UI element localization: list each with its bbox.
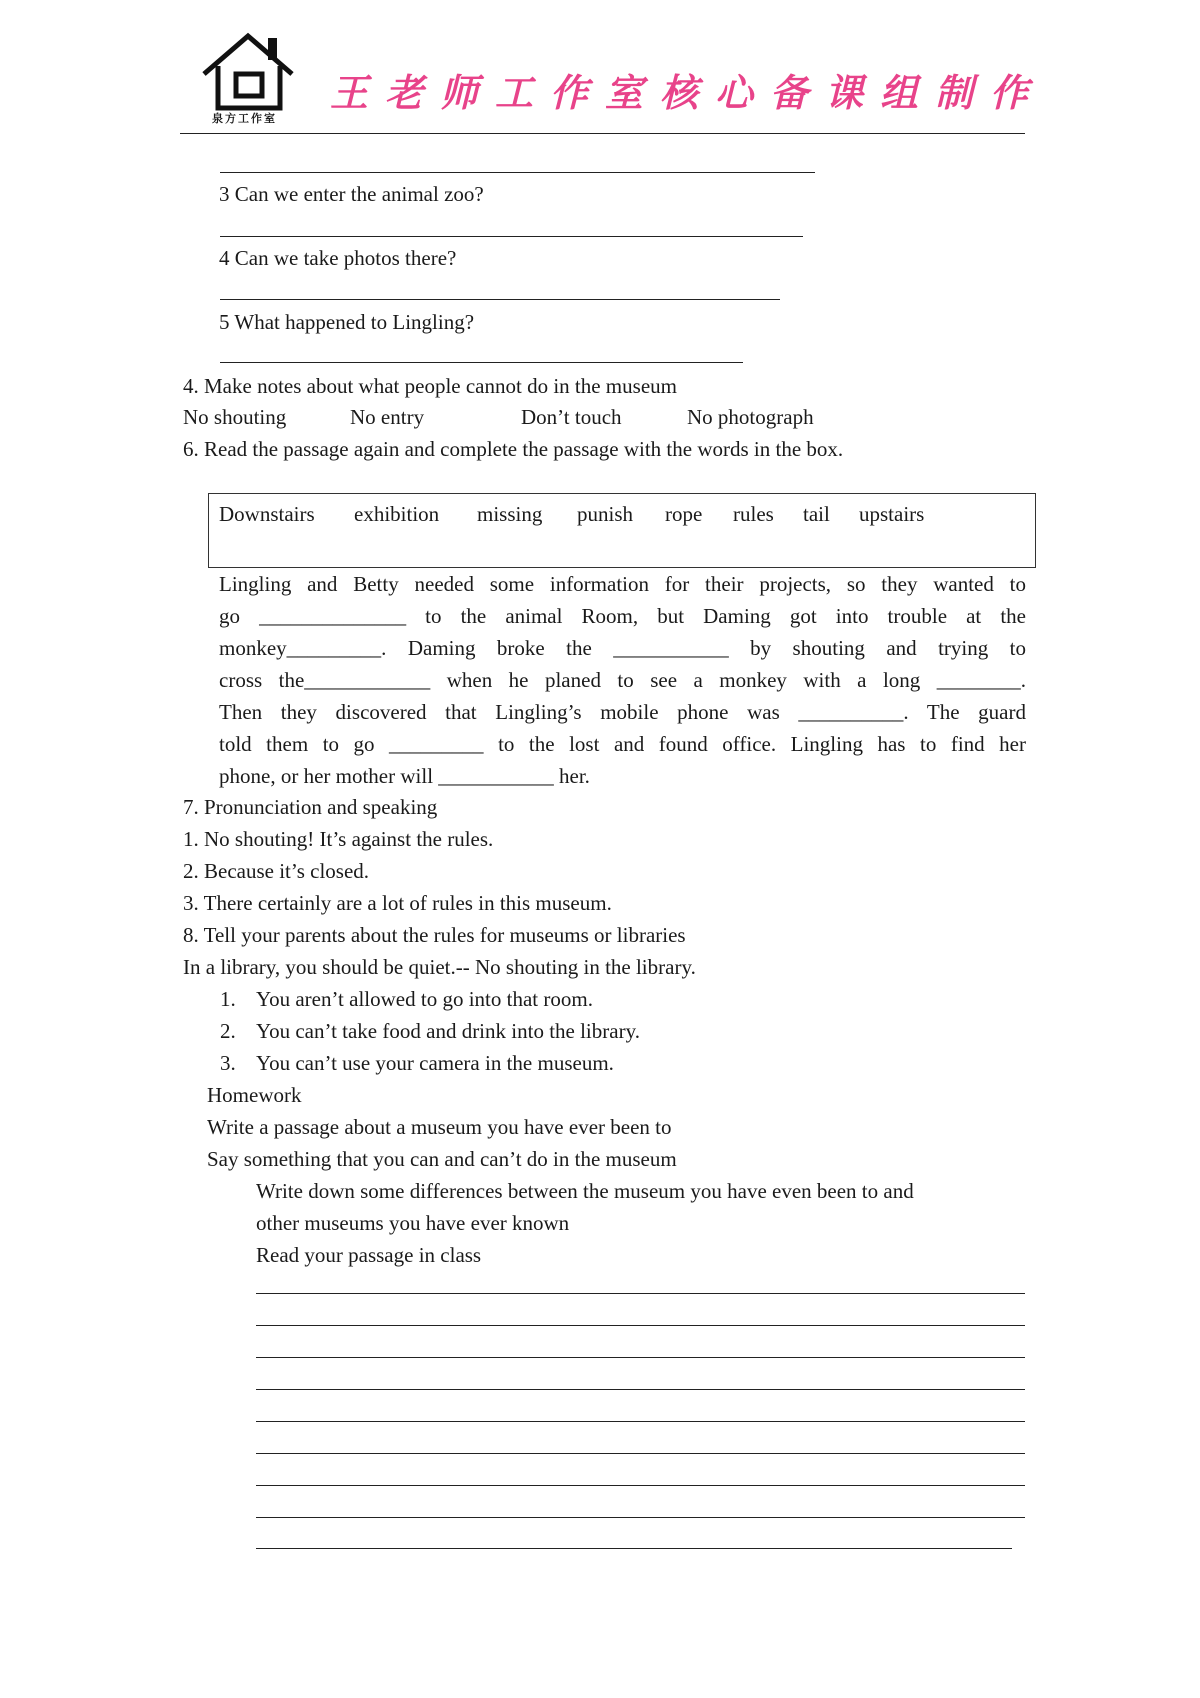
rule-item: You aren’t allowed to go into that room. — [256, 987, 593, 1011]
pronunciation-item: 3. There certainly are a lot of rules in this museum. — [183, 891, 612, 915]
box-word: tail — [803, 502, 830, 526]
writing-line[interactable] — [256, 1325, 1025, 1326]
rule-number: 2. — [220, 1019, 236, 1043]
homework-heading: Homework — [207, 1083, 302, 1107]
passage-line: Then they discovered that Lingling’s mobile phone was __________. The guard — [219, 700, 1026, 724]
logo — [198, 30, 308, 128]
homework-line: Write a passage about a museum you have ever been to — [207, 1115, 672, 1139]
answer-line[interactable] — [220, 172, 815, 173]
answer-line[interactable] — [220, 236, 803, 237]
homework-task: Write down some differences between the museum you have even been to and — [256, 1179, 914, 1203]
section-7-heading: 7. Pronunciation and speaking — [183, 795, 438, 819]
box-word: rope — [665, 502, 703, 526]
writing-line[interactable] — [256, 1453, 1025, 1454]
passage-line: told them to go _________ to the lost and found office. Lingling has to find her — [219, 732, 1026, 756]
passage-line: monkey_________. Daming broke the ___________ by shouting and trying to — [219, 636, 1026, 660]
note-item: Don’t touch — [521, 405, 622, 429]
answer-line[interactable] — [220, 362, 743, 363]
box-word: missing — [477, 502, 543, 526]
word-box — [208, 493, 1036, 568]
writing-line[interactable] — [256, 1517, 1025, 1518]
rule-item: You can’t take food and drink into the library. — [256, 1019, 640, 1043]
header-title: 王老师工作室核心备课组制作 — [330, 71, 1046, 115]
note-item: No shouting — [183, 405, 287, 429]
box-word: punish — [577, 502, 634, 526]
section-4-heading: 4. Make notes about what people cannot do in the museum — [183, 374, 677, 398]
homework-task: other museums you have ever known — [256, 1211, 570, 1235]
header-divider — [180, 133, 1025, 134]
answer-line[interactable] — [220, 299, 780, 300]
pronunciation-item: 2. Because it’s closed. — [183, 859, 370, 883]
passage-line: Lingling and Betty needed some information for their projects, so they wanted to — [219, 572, 1026, 596]
passage-line: go ______________ to the animal Room, but Daming got into trouble at the — [219, 604, 1026, 628]
homework-line: Say something that you can and can’t do in the museum — [207, 1147, 677, 1171]
pronunciation-item: 1. No shouting! It’s against the rules. — [183, 827, 494, 851]
rule-number: 1. — [220, 987, 236, 1011]
question-5: 5 What happened to Lingling? — [219, 310, 475, 334]
writing-line[interactable] — [256, 1421, 1025, 1422]
box-word: rules — [733, 502, 774, 526]
writing-line[interactable] — [256, 1389, 1025, 1390]
box-word: upstairs — [859, 502, 925, 526]
writing-line[interactable] — [256, 1485, 1025, 1486]
example-sentence: In a library, you should be quiet.-- No shouting in the library. — [183, 955, 696, 979]
section-6-heading: 6. Read the passage again and complete the passage with the words in the box. — [183, 437, 844, 461]
writing-line[interactable] — [256, 1293, 1025, 1294]
question-3: 3 Can we enter the animal zoo? — [219, 182, 484, 206]
note-item: No photograph — [687, 405, 814, 429]
box-word: Downstairs — [219, 502, 315, 526]
rule-item: You can’t use your camera in the museum. — [256, 1051, 614, 1075]
section-8-heading: 8. Tell your parents about the rules for museums or libraries — [183, 923, 686, 947]
writing-line[interactable] — [256, 1357, 1025, 1358]
homework-task: Read your passage in class — [256, 1243, 482, 1267]
logo-caption: 泉方工作室 — [212, 112, 277, 125]
writing-line[interactable] — [256, 1548, 1012, 1549]
question-4: 4 Can we take photos there? — [219, 246, 457, 270]
box-word: exhibition — [354, 502, 440, 526]
note-item: No entry — [350, 405, 425, 429]
passage-line: phone, or her mother will ___________ her. — [219, 764, 590, 788]
rule-number: 3. — [220, 1051, 236, 1075]
passage-line: cross the____________ when he planed to see a monkey with a long ________. — [219, 668, 1026, 692]
